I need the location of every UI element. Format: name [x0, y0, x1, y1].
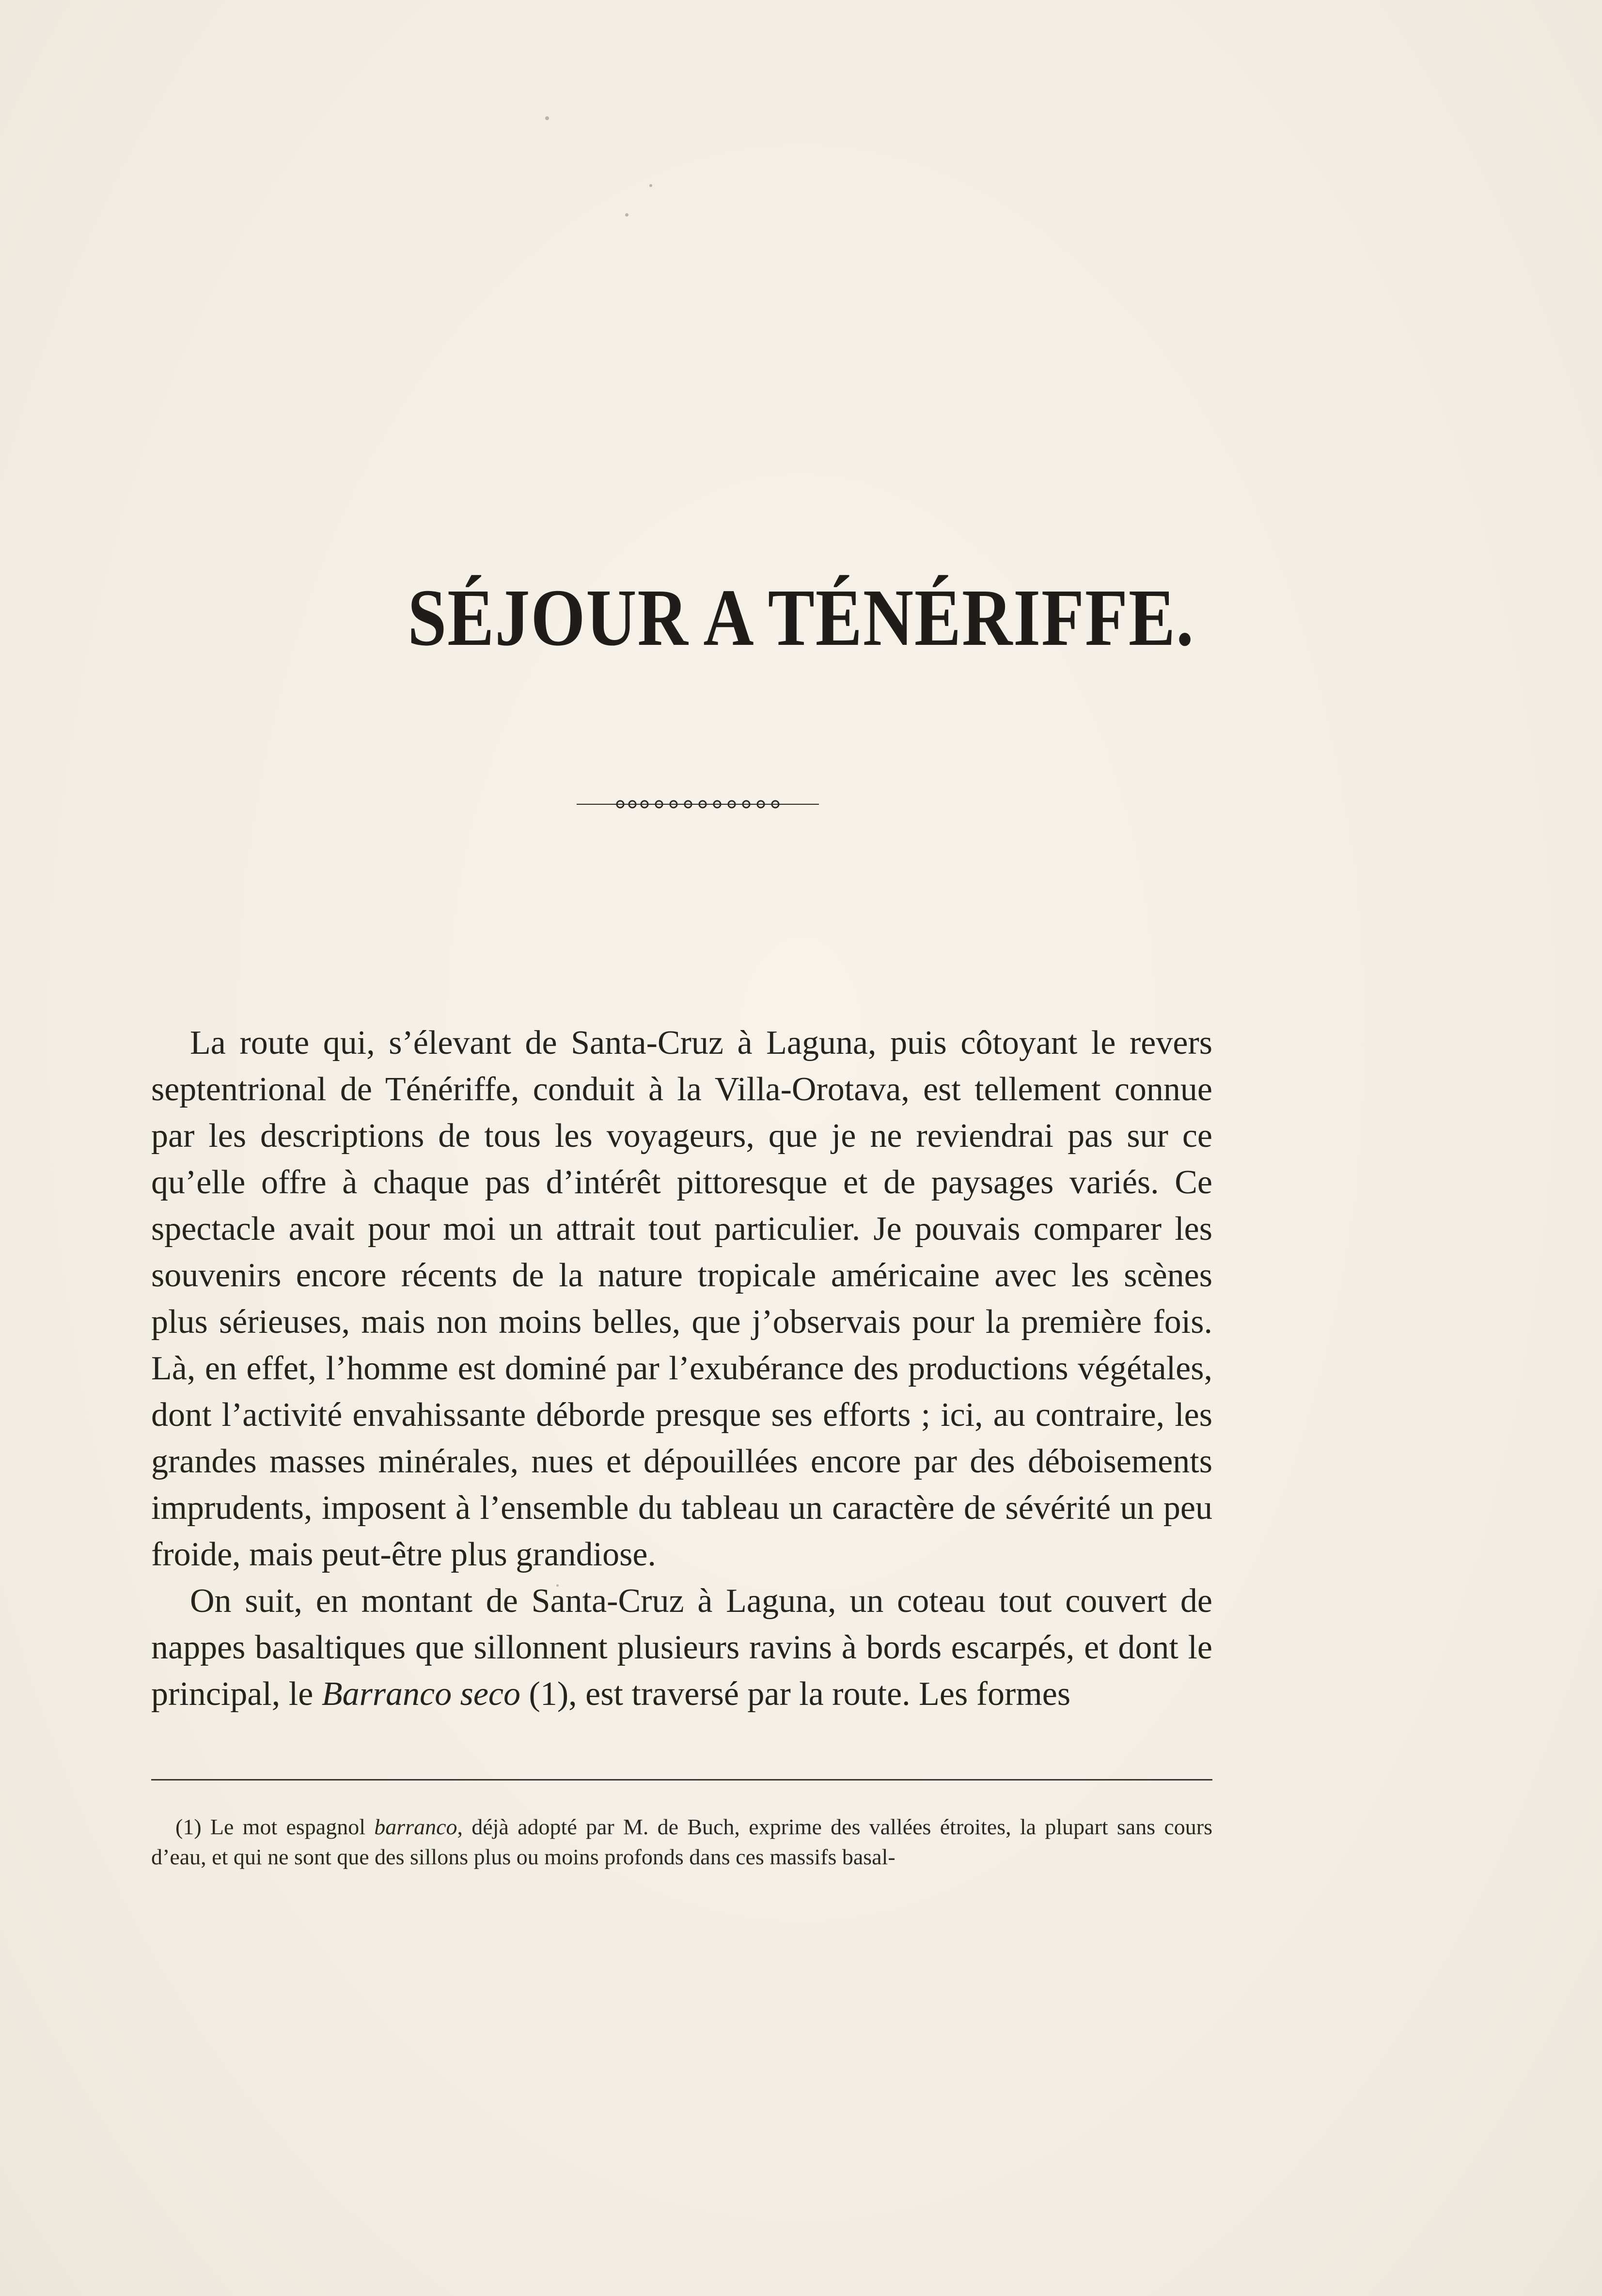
paragraph: [151, 1020, 1212, 1578]
paper-speck: [649, 184, 652, 187]
footnote-italic: barranco: [374, 1814, 457, 1839]
ornament-divider: [577, 795, 819, 814]
paper-speck: [625, 213, 628, 217]
footnote-rule: [151, 1779, 1212, 1781]
page-title: SÉJOUR A TÉNÉRIFFE.: [408, 573, 1194, 663]
paragraph: [151, 1578, 1212, 1718]
footnote-text-part: , déjà adopté par M. de Buch, exprime des vallées étroites, la plupart sans cours d’eau, et qui ne sont que des sillons plus ou moins profonds dans ces massifs basal-: [151, 1814, 1212, 1869]
footnote-text: [151, 1812, 1212, 1872]
footnote: [151, 1812, 1212, 1872]
paragraph-text: On suit, en montant de Santa-Cruz à Laguna, un coteau tout couvert de nappes basaltiques que sillonnent plusieurs ravins à bords escarpés, et dont le principal, le: [151, 1582, 1212, 1713]
footnote-text-part: (1) Le mot espagnol: [175, 1814, 375, 1839]
paragraph-text: (1), est traversé par la route. Les formes: [520, 1675, 1071, 1713]
paragraph-italic: Barranco seco: [321, 1675, 521, 1713]
paragraph-text: La route qui, s’élevant de Santa-Cruz à Laguna, puis côtoyant le revers septentrional de Ténériffe, conduit à la Villa-Orotava, est tellement connue par les descriptions de tous les voyageurs, que je ne reviendrai pas sur ce qu’elle offre à chaque pas d’intérêt pittoresque et de paysages variés. Ce spectacle avait pour moi un attrait tout particulier. Je pouvais comparer les souvenirs encore récents de la nature tropicale américaine avec les scènes plus sérieuses, mais non moins belles, que j’observais pour la première fois. Là, en effet, l’homme est dominé par l’exubérance des productions végétales, dont l’activité envahissante déborde presque ses efforts ; ici, au contraire, les grandes masses minérales, nues et dépouillées encore par des déboisements imprudents, imposent à l’ensemble du tableau un caractère de sévérité un peu froide, mais peut-être plus grandiose.: [151, 1024, 1212, 1573]
paper-speck: [545, 116, 549, 120]
body-text: [151, 1020, 1212, 1718]
